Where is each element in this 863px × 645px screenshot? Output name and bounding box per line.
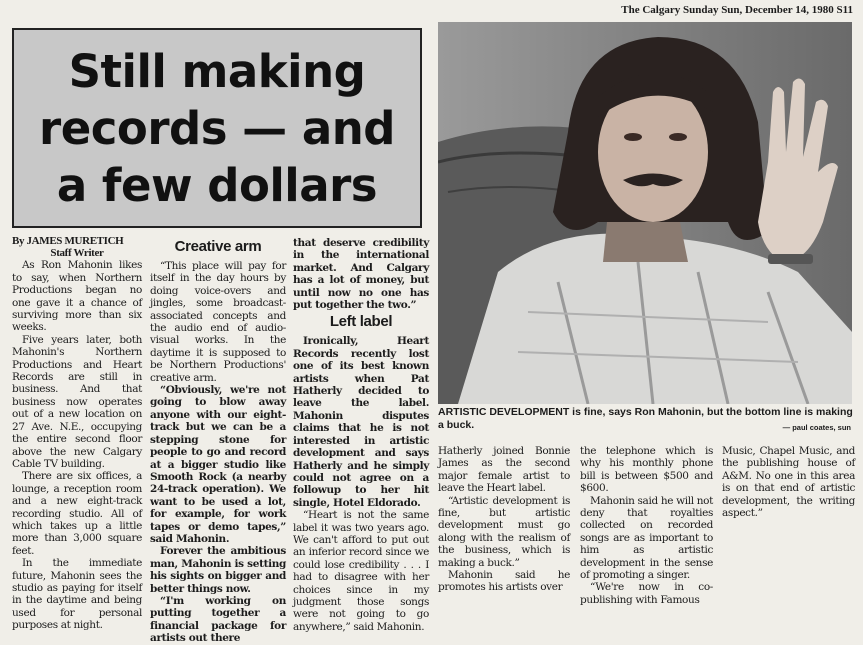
paragraph: “Heart is not the same label it was two years ago. We can't afford to put out an inferior record since we could lose credibility . . . I had to disagree with her choices since in my judgment those songs were not going to go anywhere,” said Mahonin.: [293, 509, 429, 633]
article-column-2: [150, 236, 286, 645]
paragraph: Forever the ambitious man, Mahonin is setting his sights on bigger and better things now.: [150, 545, 286, 595]
paragraph: “Obviously, we're not going to blow away anyone with our eight-track but we can be a stepping stone for people to go and record at a bigger studio like Smooth Rock (a nearby 24-track operation). We want to be used a lot, for example, for work tapes or demo tapes,” said Mahonin.: [150, 384, 286, 545]
subhead-creative-arm: Creative arm: [174, 238, 262, 255]
paragraph: that deserve credibility in the international market. And Calgary has a lot of money, but until now no one has put together the two.”: [293, 237, 429, 312]
paragraph: Music, Chapel Music, and the publishing house of A&M. No one in this area is on that end of artistic development, the writing aspect.”: [722, 445, 855, 520]
photo-credit: — paul coates, sun: [782, 423, 851, 432]
paragraph: “This place will pay for itself in the day hours by doing voice-overs and jingles, some broadcast-associated concepts and the audio end of audio-visual works. In the daytime it is supposed to be Northern Productions' creative arm.: [150, 260, 286, 384]
subhead-left-label: Left label: [329, 313, 393, 331]
headline-line-3: a few dollars: [56, 158, 378, 212]
staff-writer: Staff Writer: [50, 247, 104, 259]
headline-line-2: records — and: [39, 101, 395, 155]
portrait-photo: [438, 22, 852, 404]
byline: By JAMES MURETICH: [12, 235, 124, 247]
paragraph: Mahonin said he will not deny that royalties collected on recorded songs are as important to him as artistic development in the sense of promoting a singer.: [580, 494, 713, 582]
paragraph: As Ron Mahonin likes to say, when Northern Productions began no one gave it a chance of surviving more than six weeks.: [12, 259, 142, 334]
article-column-4: [438, 445, 570, 594]
paragraph: the telephone which is why his monthly phone bill is between $500 and $600.: [580, 445, 713, 495]
article-column-6: [722, 445, 855, 519]
article-column-3: [293, 237, 429, 633]
paragraph: Hatherly joined Bonnie James as the second major female artist to leave the Heart label.: [438, 445, 570, 495]
paragraph: Five years later, both Mahonin's Northern Productions and Heart Records are still in business. And that business now operates out of a new location on 27 Ave. N.E., occupying the entire second floor above the new Calgary Cable TV building.: [12, 333, 142, 470]
headline-line-1: Still making: [68, 44, 366, 98]
paragraph: In the immediate future, Mahonin sees the studio as paying for itself in the daytime and being used for personal purposes at night.: [12, 557, 142, 632]
article-column-1: [12, 235, 142, 632]
article-column-5: [580, 445, 713, 606]
headline: [12, 28, 422, 228]
photo-caption: ARTISTIC DEVELOPMENT is fine, says Ron Mahonin, but the bottom line is making a buck.: [438, 406, 853, 431]
masthead-folio: The Calgary Sunday Sun, December 14, 1980 S11: [621, 4, 853, 16]
paragraph: “Artistic development is fine, but artistic development must go along with the realism of the business, which is making a buck.”: [438, 494, 570, 569]
paragraph: “We're now in co-publishing with Famous: [580, 581, 713, 606]
paragraph: Mahonin said he promotes his artists over: [438, 569, 570, 594]
paragraph: “I'm working on putting together a financial package for artists out there: [150, 594, 286, 645]
paragraph: Ironically, Heart Records recently lost one of its best known artists when Pat Hatherly decided to leave the label. Mahonin disputes claims that he is not interested in artistic development and says Hatherly and he simply could not agree on a followup to her hit single, Hotel Eldorado.: [293, 335, 429, 509]
paragraph: There are six offices, a lounge, a reception room and a new eight-track recording studio. All of which takes up a little more than 3,000 square feet.: [12, 470, 142, 557]
